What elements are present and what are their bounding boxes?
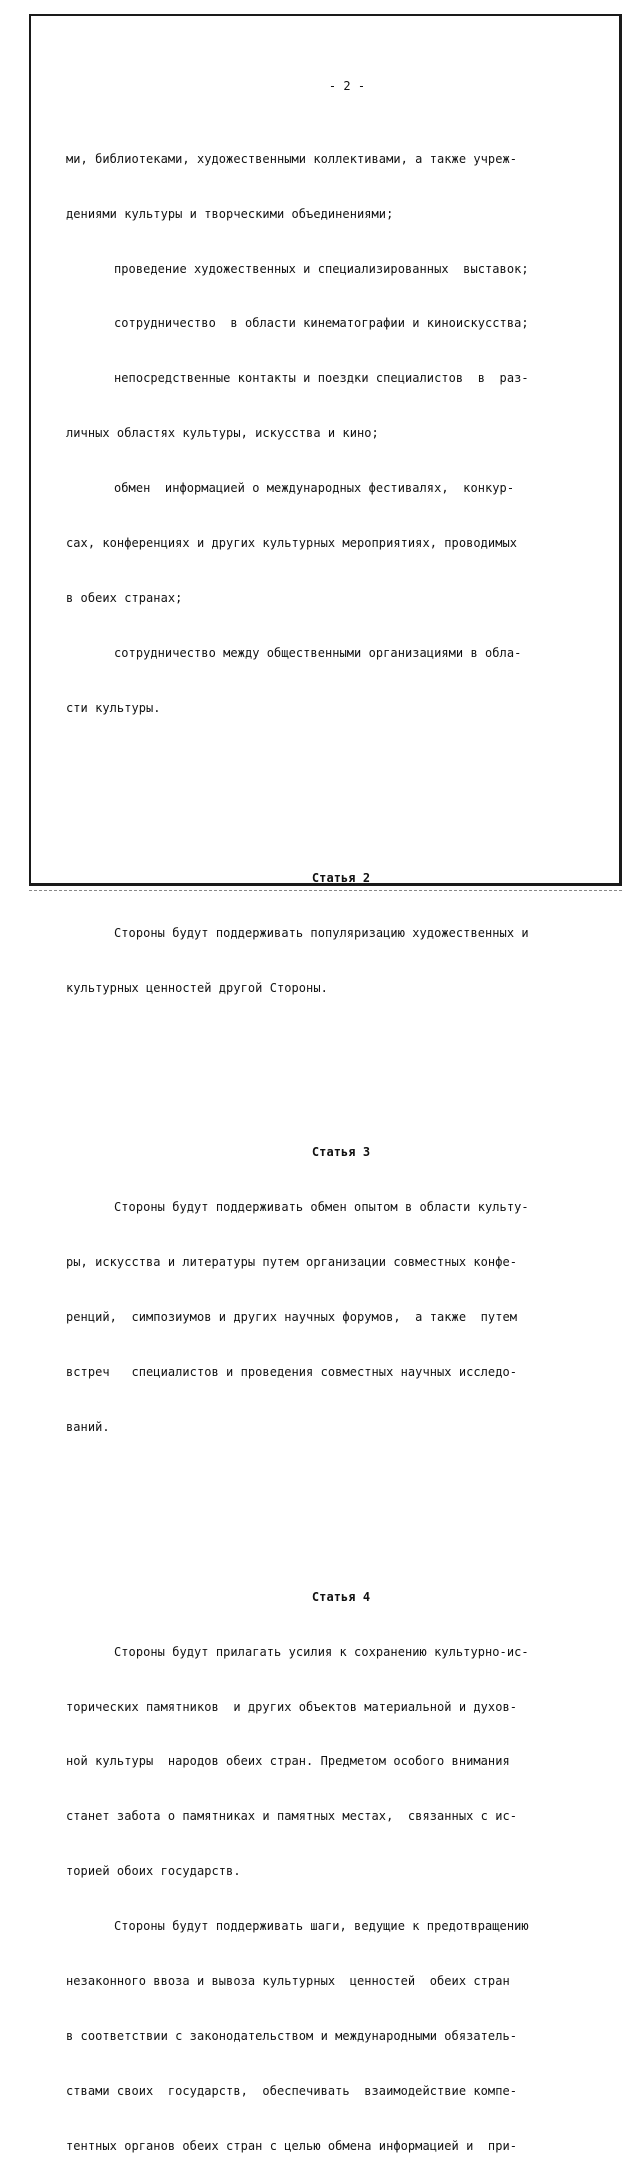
text-line: сах, конференциях и других культурных мероприятиях, проводимых [66,536,518,551]
text-line: ной культуры народов обеих стран. Предметом особого внимания [66,1754,510,1769]
text-line: проведение художественных и специализированных выставок; [114,261,529,276]
text-line: Стороны будут поддерживать популяризацию художественных и [114,925,529,940]
article-2-heading: Статья 2 [311,870,371,885]
text-line: станет забота о памятниках и памятных местах, связанных с ис- [66,1809,518,1824]
text-line: сотрудничество в области кинематографии и киноискусства; [114,316,529,331]
text-line: незаконного ввоза и вывоза культурных ценностей обеих стран [66,1973,510,1988]
text-line: обмен информацией о международных фестивалях, конкур- [114,481,515,496]
text-line: непосредственные контакты и поездки специалистов в раз- [114,371,529,386]
text-line: ры, искусства и литературы путем организации совместных конфе- [66,1255,518,1269]
text-line: ренций, симпозиумов и других научных форумов, а также путем [66,1309,518,1324]
text-line: встреч специалистов и проведения совместных научных исследо- [66,1364,518,1379]
article-3-heading: Статья 3 [311,1145,371,1160]
text-line: ствами своих государств, обеспечивать взаимодействие компе- [66,2083,518,2098]
text-line: сотрудничество между общественными организациями в обла- [114,645,522,660]
text-line: культурных ценностей другой Стороны. [66,980,328,995]
text-line: торических памятников и других объектов материальной и духов- [66,1699,518,1714]
text-line: ми, библиотеками, художественными коллективами, а также учреж- [66,151,518,166]
text-line: Стороны будут прилагать усилия к сохранению культурно-ис- [114,1644,529,1659]
text-line: ваний. [66,1419,110,1434]
document-body [66,40,602,2173]
text-line: торией обоих государств. [66,1864,241,1879]
text-line: в соответствии с законодательством и международными обязатель- [66,2028,518,2043]
text-line: Стороны будут поддерживать шаги, ведущие к предотвращению [114,1919,529,1934]
text-line: личных областях культуры, искусства и кино; [66,426,379,441]
article-4-heading: Статья 4 [311,1589,371,1604]
text-line: дениями культуры и творческими объединениями; [66,206,394,221]
page-number: - 2 - [328,78,366,93]
text-line: в обеих странах; [66,590,183,605]
text-line: сти культуры. [66,700,161,715]
text-line: тентных органов обеих стран с целью обмена информацией и при- [66,2138,518,2153]
text-line: Стороны будут поддерживать обмен опытом в области культу- [114,1200,529,1215]
